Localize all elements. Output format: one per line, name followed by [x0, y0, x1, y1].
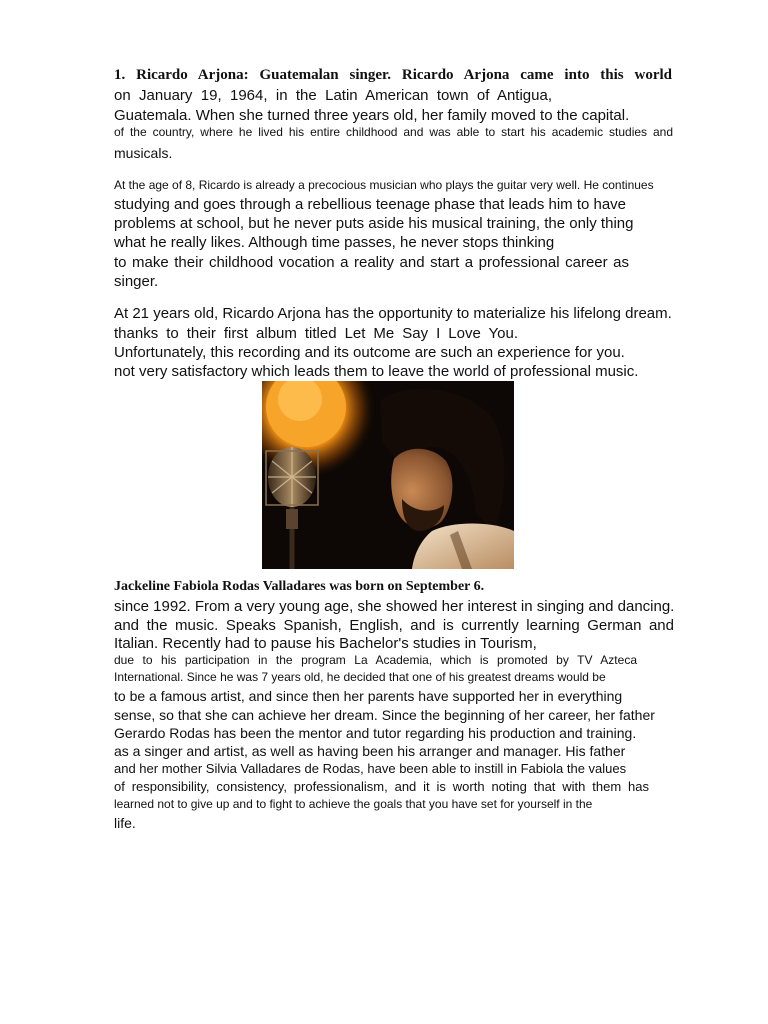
- heading-ricardo-arjona: 1. Ricardo Arjona: Guatemalan singer. Ricardo Arjona came into this world: [114, 67, 672, 83]
- paragraph-line: Guatemala. When she turned three years old, her family moved to the capital.: [114, 107, 630, 124]
- paragraph-line: musicals.: [114, 145, 173, 161]
- paragraph-line: life.: [114, 815, 136, 831]
- paragraph-line: since 1992. From a very young age, she showed her interest in singing and dancing.: [114, 598, 675, 615]
- heading-jackeline-fabiola: Jackeline Fabiola Rodas Valladares was born on September 6.: [114, 579, 485, 594]
- paragraph-line: sense, so that she can achieve her dream. Since the beginning of her career, her father: [114, 707, 655, 723]
- paragraph-line: thanks to their first album titled Let Me Say I Love You.: [114, 325, 518, 342]
- paragraph-line: to make their childhood vocation a reality and start a professional career as: [114, 254, 629, 271]
- paragraph-line: of responsibility, consistency, professionalism, and it is worth noting that with them has: [114, 779, 649, 794]
- paragraph-line: of the country, where he lived his entire childhood and was able to start his academic studies and: [114, 125, 673, 139]
- paragraph-line: International. Since he was 7 years old, he decided that one of his greatest dreams would be: [114, 670, 606, 684]
- paragraph-line: due to his participation in the program La Academia, which is promoted by TV Azteca: [114, 653, 637, 667]
- paragraph-line: studying and goes through a rebellious teenage phase that leads him to have: [114, 196, 627, 213]
- paragraph-line: what he really likes. Although time passes, he never stops thinking: [114, 234, 555, 251]
- paragraph-line: problems at school, but he never puts aside his musical training, the only thing: [114, 215, 634, 232]
- paragraph-line: as a singer and artist, as well as having been his arranger and manager. His father: [114, 743, 626, 759]
- paragraph-line: not very satisfactory which leads them to leave the world of professional music.: [114, 363, 639, 380]
- paragraph-line: Gerardo Rodas has been the mentor and tutor regarding his production and training.: [114, 725, 637, 741]
- paragraph-line: and her mother Silvia Valladares de Rodas, have been able to instill in Fabiola the values: [114, 761, 627, 776]
- paragraph-line: Italian. Recently had to pause his Bachelor's studies in Tourism,: [114, 635, 537, 652]
- paragraph-line: Unfortunately, this recording and its outcome are such an experience for you.: [114, 344, 625, 361]
- paragraph-line: learned not to give up and to fight to achieve the goals that you have set for yourself in the: [114, 797, 593, 811]
- paragraph-line: to be a famous artist, and since then her parents have supported her in everything: [114, 688, 623, 704]
- paragraph-line: and the music. Speaks Spanish, English, and is currently learning German and: [114, 617, 674, 634]
- singer-photo: [262, 381, 514, 569]
- paragraph-line: At the age of 8, Ricardo is already a precocious musician who plays the guitar very well. He continues: [114, 178, 654, 192]
- paragraph-line: At 21 years old, Ricardo Arjona has the opportunity to materialize his lifelong dream.: [114, 305, 672, 322]
- paragraph-line: singer.: [114, 273, 159, 290]
- paragraph-line: on January 19, 1964, in the Latin American town of Antigua,: [114, 87, 552, 104]
